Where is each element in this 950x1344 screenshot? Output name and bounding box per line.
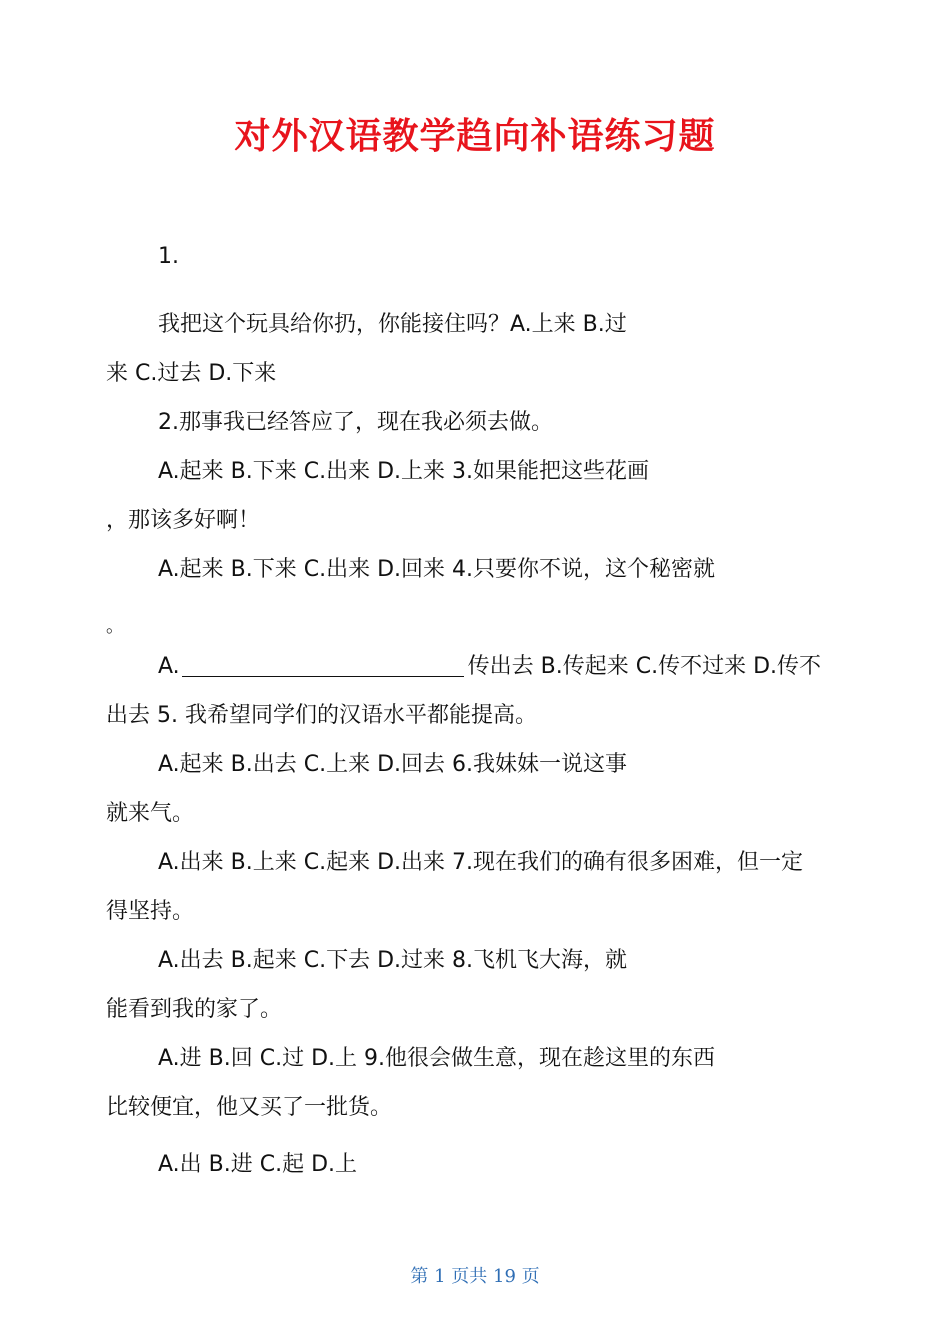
question-4-options-line [158, 652, 821, 682]
question-4-options: 传出去 B.传起来 C.传不过来 D.传不 [467, 654, 822, 679]
option-a-label: A. [158, 654, 180, 679]
document-title: 对外汉语教学趋向补语练习题 [234, 116, 716, 157]
question-2-options: A.起来 B.下来 C.出来 D.上来 3.如果能把这些花画 [158, 459, 649, 484]
question-1-number: 1. [158, 244, 179, 269]
question-7-options: A.出去 B.起来 C.下去 D.过来 8.飞机飞大海，就 [158, 948, 627, 973]
question-8-options: A.进 B.回 C.过 D.上 9.他很会做生意，现在趁这里的东西 [158, 1046, 715, 1071]
question-4-text-end: 。 [106, 616, 124, 637]
question-9-text-end: 比较便宜，他又买了一批货。 [106, 1095, 393, 1120]
page-footer: 第 1 页共 19 页 [410, 1266, 540, 1287]
question-5-text: 出去 5. 我希望同学们的汉语水平都能提高。 [106, 703, 537, 728]
question-3-options: A.起来 B.下来 C.出来 D.回来 4.只要你不说，这个秘密就 [158, 557, 715, 582]
question-7-text-end: 得坚持。 [106, 899, 195, 924]
question-6-text-end: 就来气。 [106, 801, 195, 826]
question-1-text: 我把这个玩具给你扔，你能接住吗？A.上来 B.过 [158, 312, 627, 337]
answer-blank [182, 652, 464, 677]
question-6-options: A.出来 B.上来 C.起来 D.出来 7.现在我们的确有很多困难，但一定 [158, 850, 803, 875]
question-8-text-end: 能看到我的家了。 [106, 997, 283, 1022]
question-2-text: 2.那事我已经答应了，现在我必须去做。 [158, 410, 553, 435]
question-1-options: 来 C.过去 D.下来 [106, 361, 277, 386]
question-3-text-end: ，那该多好啊！ [106, 508, 261, 533]
question-9-options: A.出 B.进 C.起 D.上 [158, 1152, 358, 1177]
question-5-options: A.起来 B.出去 C.上来 D.回去 6.我妹妹一说这事 [158, 752, 627, 777]
